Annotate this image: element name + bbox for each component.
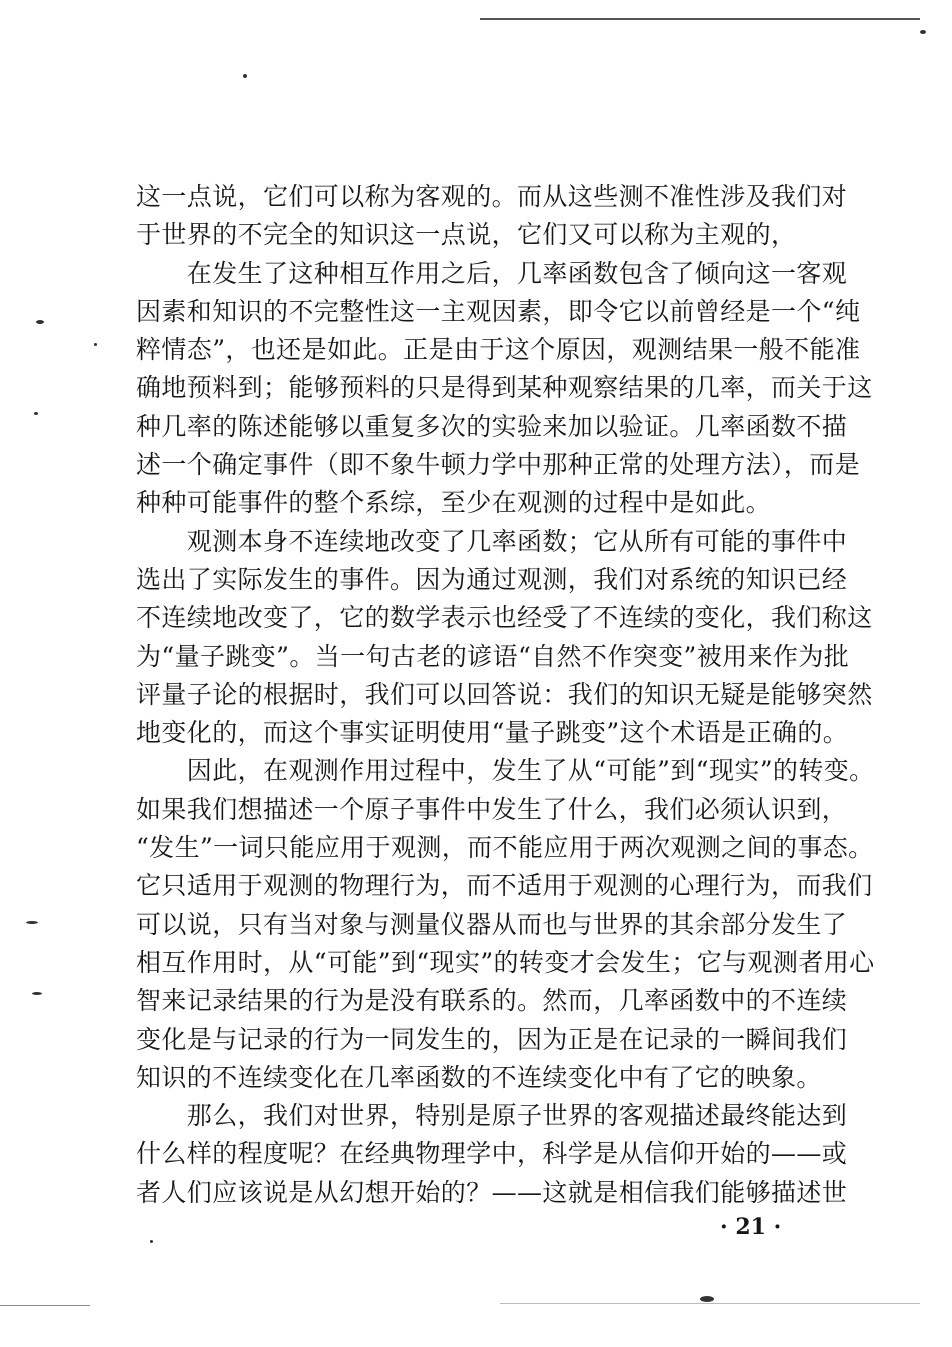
text-line: 可以说，只有当对象与测量仪器从而也与世界的其余部分发生了 xyxy=(136,909,848,939)
text-line: 什么样的程度呢？在经典物理学中，科学是从信仰开始的——或 xyxy=(136,1139,848,1169)
text-line: 粹情态”，也还是如此。正是由于这个原因，观测结果一般不能准 xyxy=(136,335,861,365)
scan-speck xyxy=(26,921,38,924)
scan-speck xyxy=(94,343,97,346)
text-line: 为“量子跳变”。当一句古老的谚语“自然不作突变”被用来作为批 xyxy=(136,641,850,671)
text-line: 评量子论的根据时，我们可以回答说：我们的知识无疑是能够突然 xyxy=(136,679,873,709)
text-line: 种种可能事件的整个系综，至少在观测的过程中是如此。 xyxy=(136,488,772,518)
text-line: 它只适用于观测的物理行为，而不适用于观测的心理行为，而我们 xyxy=(136,871,873,901)
text-line: 不连续地改变了，它的数学表示也经受了不连续的变化，我们称这 xyxy=(136,603,873,633)
scan-speck xyxy=(700,1296,714,1302)
scan-edge-mark xyxy=(0,1305,90,1306)
text-line: 种几率的陈述能够以重复多次的实验来加以验证。几率函数不描 xyxy=(136,411,848,441)
text-line: 变化是与记录的行为一同发生的，因为正是在记录的一瞬间我们 xyxy=(136,1024,848,1054)
text-line: 述一个确定事件（即不象牛顿力学中那种正常的处理方法），而是 xyxy=(136,450,861,480)
body-text xyxy=(136,178,875,1212)
text-line: “发生”一词只能应用于观测，而不能应用于两次观测之间的事态。 xyxy=(136,833,874,863)
scan-speck xyxy=(36,320,44,324)
header-rule xyxy=(480,18,920,20)
text-line: 那么，我们对世界，特别是原子世界的客观描述最终能达到 xyxy=(136,1101,848,1131)
text-line: 智来记录结果的行为是没有联系的。然而，几率函数中的不连续 xyxy=(136,986,848,1016)
text-line: 在发生了这种相互作用之后，几率函数包含了倾向这一客观 xyxy=(136,258,848,288)
scan-speck xyxy=(32,992,42,995)
text-line: 者人们应该说是从幻想开始的？——这就是相信我们能够描述世 xyxy=(136,1177,848,1207)
scan-speck xyxy=(34,412,38,415)
scan-edge-mark xyxy=(500,1303,920,1304)
text-line: 于世界的不完全的知识这一点说，它们又可以称为主观的， xyxy=(136,220,797,250)
text-line: 如果我们想描述一个原子事件中发生了什么，我们必须认识到， xyxy=(136,794,848,824)
scan-speck xyxy=(150,1240,153,1243)
page-number: · 21 · xyxy=(720,1214,782,1240)
text-line: 观测本身不连续地改变了几率函数；它从所有可能的事件中 xyxy=(136,526,848,556)
scan-speck xyxy=(243,74,247,78)
text-line: 因此，在观测作用过程中，发生了从“可能”到“现实”的转变。 xyxy=(136,756,875,786)
scan-speck xyxy=(920,30,926,34)
text-line: 因素和知识的不完整性这一主观因素，即令它以前曾经是一个“纯 xyxy=(136,296,861,326)
text-line: 这一点说，它们可以称为客观的。而从这些测不准性涉及我们对 xyxy=(136,182,848,211)
text-line: 相互作用时，从“可能”到“现实”的转变才会发生；它与观测者用心 xyxy=(136,947,875,977)
text-line: 选出了实际发生的事件。因为通过观测，我们对系统的知识已经 xyxy=(136,564,848,594)
text-line: 确地预料到；能够预料的只是得到某种观察结果的几率，而关于这 xyxy=(136,373,873,403)
text-line: 知识的不连续变化在几率函数的不连续变化中有了它的映象。 xyxy=(136,1062,822,1092)
text-line: 地变化的，而这个事实证明使用“量子跳变”这个术语是正确的。 xyxy=(136,718,849,748)
